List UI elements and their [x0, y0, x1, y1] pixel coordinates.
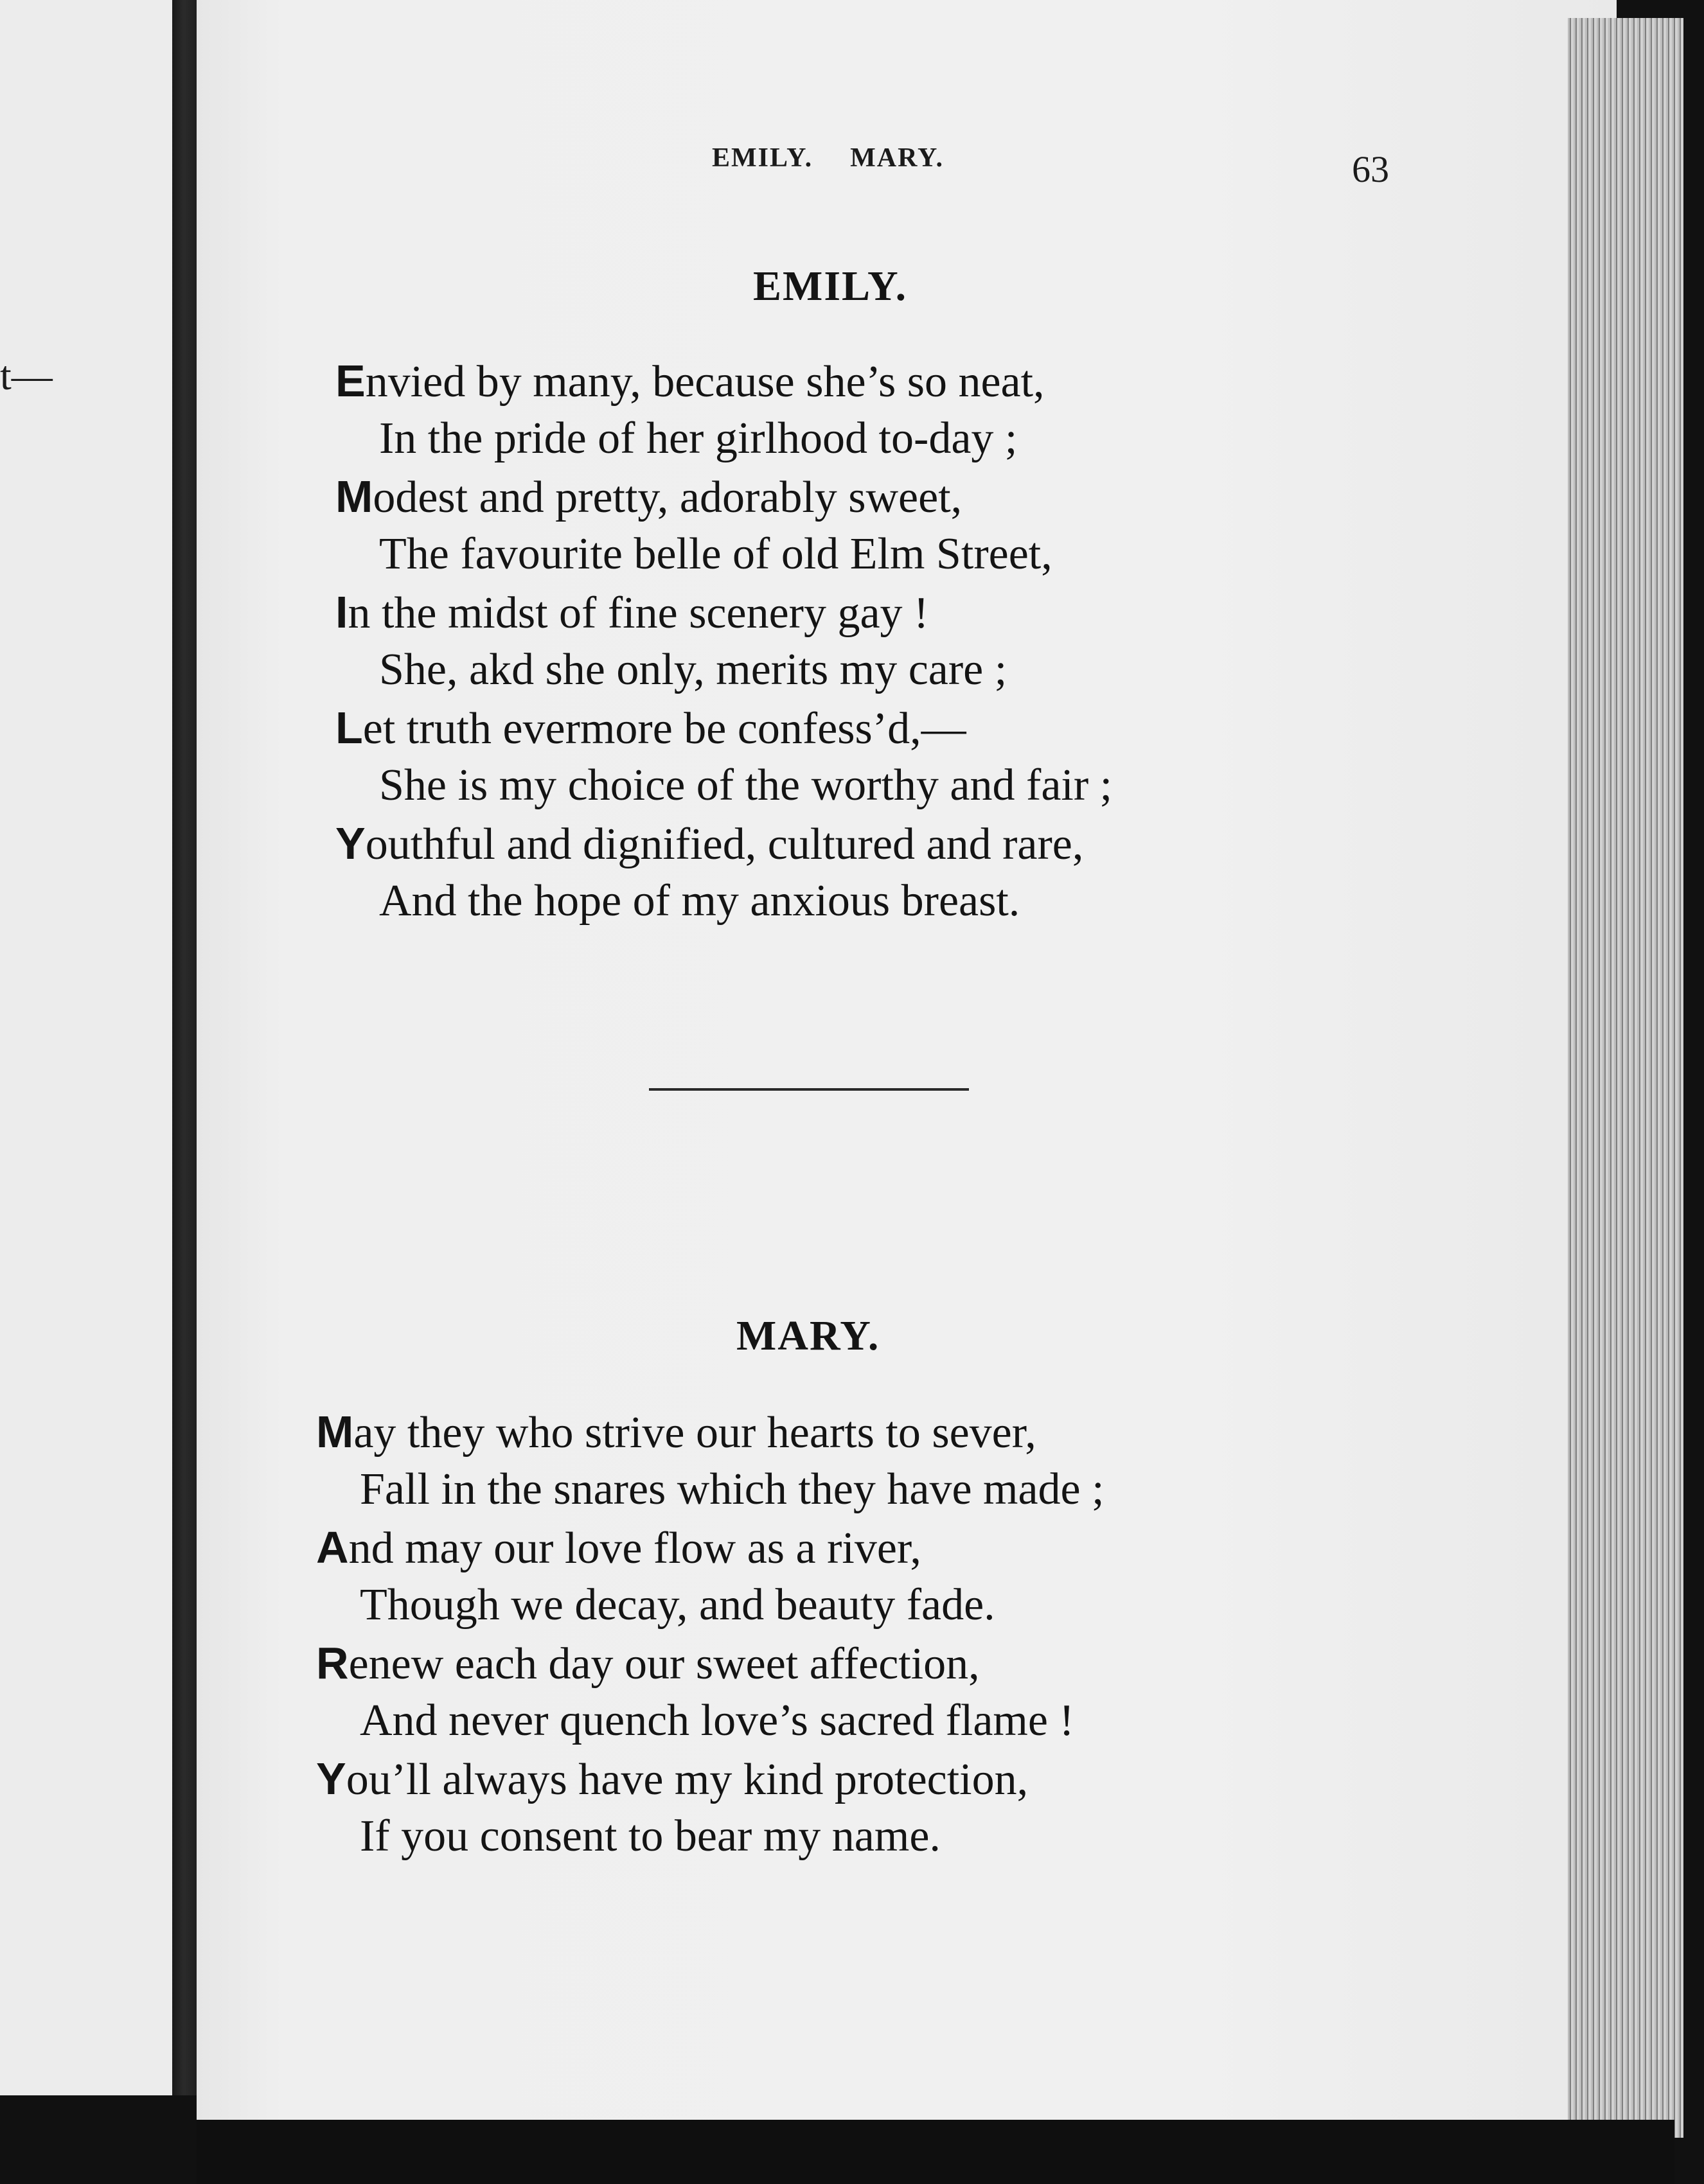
running-head-left: EMILY. [712, 143, 813, 173]
poem-line [316, 1461, 1105, 1519]
poem-emily [335, 352, 1112, 930]
poem-line [316, 1692, 1105, 1750]
running-head [712, 143, 944, 173]
poem-line-text: If you consent to bear my name. [360, 1811, 941, 1861]
poem-line [335, 525, 1112, 583]
poem-line-text: She, akd she only, merits my care ; [379, 645, 1007, 694]
poem-line [335, 815, 1112, 872]
poem-line [335, 757, 1112, 815]
poem-line [316, 1750, 1105, 1808]
poem-line [316, 1576, 1105, 1634]
poem-line-text: odest and pretty, adorably sweet, [373, 473, 963, 522]
acrostic-initial: Y [316, 1754, 346, 1804]
poem-line [316, 1634, 1105, 1692]
poem-line [316, 1519, 1105, 1576]
acrostic-initial: M [316, 1407, 354, 1457]
section-divider [649, 1088, 969, 1091]
poem-line-text: The favourite belle of old Elm Street, [379, 529, 1052, 579]
poem-line-text: outhful and dignified, cultured and rare, [365, 820, 1084, 869]
page-edges [1568, 18, 1683, 2138]
poem-line-text: ay they who strive our hearts to sever, [353, 1408, 1036, 1457]
acrostic-initial: Y [335, 818, 366, 868]
poem-line [316, 1403, 1105, 1461]
poem-line-text: enew each day our sweet affection, [348, 1639, 980, 1689]
previous-page-text-fragment: t— [0, 353, 53, 398]
poem-line [335, 468, 1112, 525]
poem-line-text: Fall in the snares which they have made ; [360, 1465, 1105, 1514]
poem-line [335, 352, 1112, 410]
acrostic-initial: M [335, 471, 373, 522]
poem-title-emily: EMILY. [753, 263, 908, 310]
acrostic-initial: L [335, 703, 363, 753]
acrostic-initial: I [335, 587, 348, 637]
page-number: 63 [1352, 148, 1389, 190]
poem-line [316, 1808, 1105, 1865]
poem-line [335, 641, 1112, 699]
scan-bottom-edge [197, 2120, 1674, 2184]
poem-line [335, 583, 1112, 641]
poem-line [335, 699, 1112, 757]
poem-line-text: et truth evermore be confess’d,— [362, 704, 966, 753]
poem-line-text: She is my choice of the worthy and fair ; [379, 761, 1113, 810]
poem-line-text: Though we decay, and beauty fade. [360, 1580, 995, 1630]
acrostic-initial: A [316, 1522, 349, 1572]
acrostic-initial: R [316, 1638, 349, 1688]
poem-line-text: And never quench love’s sacred flame ! [360, 1696, 1074, 1745]
poem-line-text: ou’ll always have my kind protection, [346, 1755, 1029, 1804]
running-head-right: MARY. [850, 143, 944, 173]
poem-line-text: n the midst of fine scenery gay ! [348, 588, 929, 638]
poem-line-text: And the hope of my anxious breast. [379, 876, 1020, 926]
poem-line-text: nvied by many, because she’s so neat, [365, 357, 1045, 407]
poem-line [335, 872, 1112, 930]
poem-title-mary: MARY. [736, 1312, 880, 1359]
poem-line [335, 410, 1112, 468]
previous-page [0, 0, 176, 2095]
acrostic-initial: E [335, 356, 366, 406]
poem-line-text: nd may our love flow as a river, [348, 1524, 921, 1573]
poem-line-text: In the pride of her girlhood to-day ; [379, 414, 1018, 463]
poem-mary [316, 1403, 1105, 1865]
